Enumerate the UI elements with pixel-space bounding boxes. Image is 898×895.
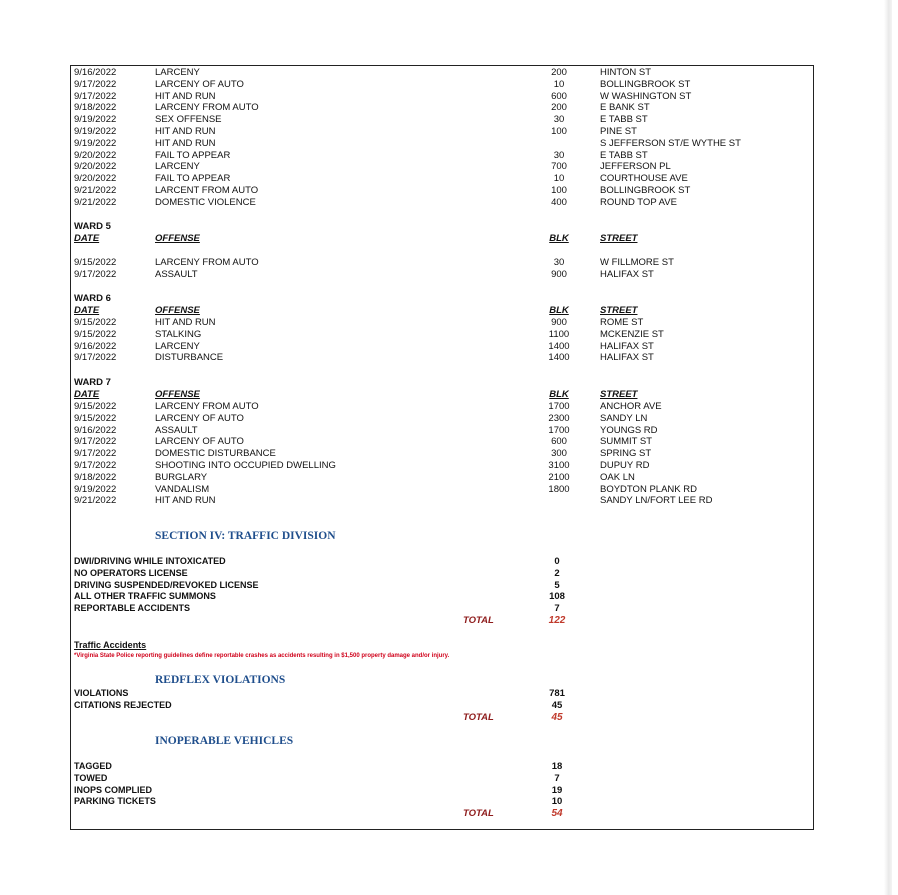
column-header-offense: OFFENSE bbox=[155, 305, 200, 316]
summary-value: 19 bbox=[551, 784, 563, 796]
cell-date: 9/21/2022 bbox=[74, 185, 117, 196]
total-label: TOTAL bbox=[463, 712, 494, 723]
cell-block: 100 bbox=[551, 126, 567, 137]
cell-street: JEFFERSON PL bbox=[600, 161, 671, 173]
cell-offense: LARCENY FROM AUTO bbox=[155, 102, 259, 114]
cell-offense: DOMESTIC VIOLENCE bbox=[155, 196, 256, 208]
total-label: TOTAL bbox=[463, 615, 494, 626]
column-header-street: STREET bbox=[600, 389, 638, 400]
cell-block: 2100 bbox=[548, 471, 570, 483]
cell-date: 9/19/2022 bbox=[74, 114, 117, 126]
cell-street: E BANK ST bbox=[600, 102, 650, 114]
column-header-block: BLK bbox=[549, 305, 569, 316]
total-value: 45 bbox=[551, 712, 563, 723]
cell-street: ANCHOR AVE bbox=[600, 401, 662, 412]
cell-street: BOLLINGBROOK ST bbox=[600, 185, 691, 196]
cell-street: SANDY LN bbox=[600, 412, 648, 424]
ward-title: WARD 5 bbox=[74, 221, 111, 232]
cell-offense: STALKING bbox=[155, 328, 202, 340]
cell-date: 9/15/2022 bbox=[74, 412, 117, 424]
cell-offense: SHOOTING INTO OCCUPIED DWELLING bbox=[155, 460, 336, 471]
cell-block: 100 bbox=[551, 185, 567, 196]
summary-label: NO OPERATORS LICENSE bbox=[74, 567, 188, 578]
column-header-date: DATE bbox=[74, 389, 100, 400]
cell-date: 9/17/2022 bbox=[74, 448, 117, 460]
cell-offense: FAIL TO APPEAR bbox=[155, 173, 231, 185]
cell-date: 9/16/2022 bbox=[74, 340, 117, 352]
cell-offense: VANDALISM bbox=[155, 483, 210, 495]
cell-street: S JEFFERSON ST/E WYTHE ST bbox=[600, 137, 741, 149]
cell-date: 9/17/2022 bbox=[74, 352, 117, 364]
cell-block: 30 bbox=[553, 149, 565, 161]
total-value: 54 bbox=[551, 808, 563, 819]
cell-block: 10 bbox=[553, 78, 565, 90]
cell-street: E TABB ST bbox=[600, 114, 648, 126]
cell-offense: LARCENY OF AUTO bbox=[155, 412, 244, 424]
cell-street: BOLLINGBROOK ST bbox=[600, 78, 691, 90]
summary-value: 0 bbox=[554, 556, 560, 567]
summary-label: ALL OTHER TRAFFIC SUMMONS bbox=[74, 591, 216, 602]
cell-block: 1400 bbox=[548, 352, 570, 364]
cell-date: 9/17/2022 bbox=[74, 460, 117, 471]
cell-block: 400 bbox=[551, 196, 567, 208]
cell-date: 9/16/2022 bbox=[74, 424, 117, 436]
cell-date: 9/15/2022 bbox=[74, 257, 117, 268]
cell-street: SANDY LN/FORT LEE RD bbox=[600, 495, 713, 507]
cell-offense: LARCENY OF AUTO bbox=[155, 436, 244, 448]
cell-street: BOYDTON PLANK RD bbox=[600, 483, 697, 495]
summary-value: 7 bbox=[554, 772, 560, 784]
cell-offense: BURGLARY bbox=[155, 471, 208, 483]
cell-block: 600 bbox=[551, 90, 567, 102]
cell-street: E TABB ST bbox=[600, 149, 648, 161]
cell-offense: LARCENY bbox=[155, 340, 200, 352]
section-title: REDFLEX VIOLATIONS bbox=[155, 674, 286, 686]
cell-offense: LARCENY FROM AUTO bbox=[155, 257, 259, 268]
cell-date: 9/17/2022 bbox=[74, 268, 117, 280]
cell-offense: ASSAULT bbox=[155, 268, 198, 280]
cell-date: 9/19/2022 bbox=[74, 126, 117, 137]
cell-date: 9/17/2022 bbox=[74, 436, 117, 448]
cell-street: W WASHINGTON ST bbox=[600, 90, 692, 102]
cell-street: ROME ST bbox=[600, 317, 644, 328]
cell-street: HALIFAX ST bbox=[600, 268, 654, 280]
section-title: INOPERABLE VEHICLES bbox=[155, 735, 294, 747]
cell-block: 1800 bbox=[548, 483, 570, 495]
cell-block: 10 bbox=[553, 173, 565, 185]
cell-offense: HIT AND RUN bbox=[155, 317, 216, 328]
cell-date: 9/17/2022 bbox=[74, 78, 117, 90]
cell-offense: LARCENY bbox=[155, 67, 200, 78]
section-title: SECTION IV: TRAFFIC DIVISION bbox=[155, 530, 336, 542]
cell-offense: SEX OFFENSE bbox=[155, 114, 222, 126]
cell-date: 9/15/2022 bbox=[74, 328, 117, 340]
cell-street: HALIFAX ST bbox=[600, 340, 654, 352]
cell-block: 700 bbox=[551, 161, 567, 173]
cell-block: 600 bbox=[551, 436, 567, 448]
cell-offense: HIT AND RUN bbox=[155, 495, 216, 507]
cell-street: DUPUY RD bbox=[600, 460, 650, 471]
cell-block: 200 bbox=[551, 67, 567, 78]
cell-block: 900 bbox=[551, 268, 567, 280]
traffic-accidents-note: *Virginia State Police reporting guidelines define reportable crashes as accidents resulting in $1,500 property damage and/or injury. bbox=[74, 653, 450, 659]
cell-date: 9/15/2022 bbox=[74, 401, 117, 412]
cell-offense: LARCENY FROM AUTO bbox=[155, 401, 259, 412]
cell-street: COURTHOUSE AVE bbox=[600, 173, 688, 185]
summary-label: REPORTABLE ACCIDENTS bbox=[74, 603, 191, 614]
column-header-block: BLK bbox=[549, 389, 569, 400]
cell-offense: DOMESTIC DISTURBANCE bbox=[155, 448, 276, 460]
summary-label: DRIVING SUSPENDED/REVOKED LICENSE bbox=[74, 579, 259, 590]
cell-date: 9/21/2022 bbox=[74, 495, 117, 507]
cell-block: 30 bbox=[553, 257, 565, 268]
summary-value: 45 bbox=[551, 699, 563, 711]
cell-date: 9/16/2022 bbox=[74, 67, 117, 78]
ward-title: WARD 7 bbox=[74, 377, 111, 388]
ward-title: WARD 6 bbox=[74, 293, 111, 304]
cell-offense: HIT AND RUN bbox=[155, 126, 216, 137]
cell-block: 3100 bbox=[548, 460, 570, 471]
cell-date: 9/20/2022 bbox=[74, 149, 117, 161]
total-value: 122 bbox=[548, 615, 566, 626]
total-label: TOTAL bbox=[463, 808, 494, 819]
cell-offense: HIT AND RUN bbox=[155, 90, 216, 102]
summary-label: PARKING TICKETS bbox=[74, 796, 156, 807]
cell-offense: ASSAULT bbox=[155, 424, 198, 436]
cell-offense: LARCENY bbox=[155, 161, 200, 173]
summary-value: 7 bbox=[554, 603, 560, 615]
cell-block: 30 bbox=[553, 114, 565, 126]
cell-date: 9/20/2022 bbox=[74, 161, 117, 173]
column-header-street: STREET bbox=[600, 233, 638, 244]
cell-offense: HIT AND RUN bbox=[155, 137, 216, 149]
summary-value: 781 bbox=[549, 688, 565, 699]
cell-date: 9/17/2022 bbox=[74, 90, 117, 102]
cell-date: 9/15/2022 bbox=[74, 317, 117, 328]
cell-block: 1700 bbox=[548, 424, 570, 436]
cell-block: 200 bbox=[551, 102, 567, 114]
column-header-street: STREET bbox=[600, 305, 638, 316]
column-header-date: DATE bbox=[74, 233, 100, 244]
summary-label: TOWED bbox=[74, 772, 108, 783]
summary-value: 18 bbox=[551, 761, 563, 772]
cell-offense: LARCENT FROM AUTO bbox=[155, 185, 259, 196]
cell-block: 900 bbox=[551, 317, 567, 328]
column-header-offense: OFFENSE bbox=[155, 389, 200, 400]
page-edge bbox=[884, 0, 892, 895]
cell-street: OAK LN bbox=[600, 471, 635, 483]
cell-date: 9/19/2022 bbox=[74, 137, 117, 149]
summary-label: DWI/DRIVING WHILE INTOXICATED bbox=[74, 556, 226, 566]
cell-block: 1700 bbox=[548, 401, 570, 412]
column-header-block: BLK bbox=[549, 233, 569, 244]
summary-value: 108 bbox=[549, 591, 565, 603]
summary-value: 10 bbox=[551, 796, 563, 808]
cell-date: 9/18/2022 bbox=[74, 102, 117, 114]
traffic-accidents-title: Traffic Accidents bbox=[74, 640, 147, 650]
cell-street: HALIFAX ST bbox=[600, 352, 654, 364]
cell-street: PINE ST bbox=[600, 126, 637, 137]
cell-block: 1100 bbox=[548, 328, 570, 340]
cell-street: MCKENZIE ST bbox=[600, 328, 664, 340]
cell-street: HINTON ST bbox=[600, 67, 652, 78]
cell-offense: DISTURBANCE bbox=[155, 352, 224, 364]
cell-street: SPRING ST bbox=[600, 448, 652, 460]
summary-label: TAGGED bbox=[74, 761, 112, 771]
summary-label: VIOLATIONS bbox=[74, 688, 129, 698]
summary-value: 5 bbox=[554, 579, 560, 591]
cell-block: 300 bbox=[551, 448, 567, 460]
cell-offense: FAIL TO APPEAR bbox=[155, 149, 231, 161]
cell-date: 9/20/2022 bbox=[74, 173, 117, 185]
column-header-date: DATE bbox=[74, 305, 100, 316]
summary-value: 2 bbox=[554, 567, 560, 579]
cell-street: YOUNGS RD bbox=[600, 424, 658, 436]
cell-block: 2300 bbox=[548, 412, 570, 424]
cell-street: W FILLMORE ST bbox=[600, 257, 674, 268]
column-header-offense: OFFENSE bbox=[155, 233, 200, 244]
cell-offense: LARCENY OF AUTO bbox=[155, 78, 244, 90]
cell-date: 9/18/2022 bbox=[74, 471, 117, 483]
cell-block: 1400 bbox=[548, 340, 570, 352]
cell-street: ROUND TOP AVE bbox=[600, 196, 677, 208]
summary-label: INOPS COMPLIED bbox=[74, 784, 153, 795]
cell-date: 9/21/2022 bbox=[74, 196, 117, 208]
cell-street: SUMMIT ST bbox=[600, 436, 653, 448]
cell-date: 9/19/2022 bbox=[74, 483, 117, 495]
summary-label: CITATIONS REJECTED bbox=[74, 699, 172, 710]
